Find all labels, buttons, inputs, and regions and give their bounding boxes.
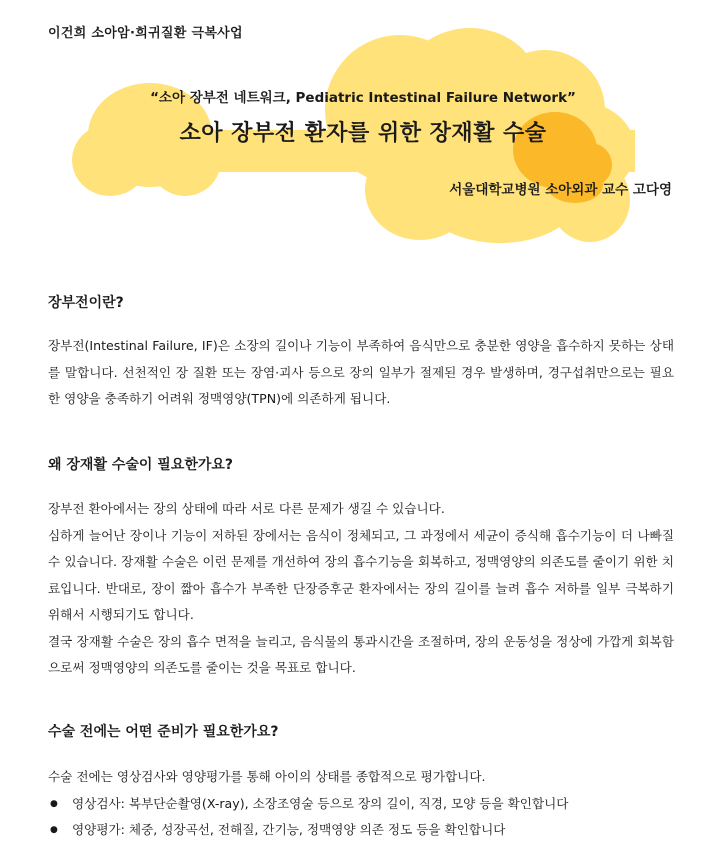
author-line: 서울대학교병원 소아외과 교수 고다영 <box>449 182 672 198</box>
section-heading: 수술 전에는 어떤 준비가 필요한가요? <box>48 724 279 740</box>
list-item <box>48 817 674 844</box>
section-preparation <box>48 721 674 844</box>
list-item <box>48 791 674 818</box>
section-why-surgery <box>48 454 674 682</box>
bullet-list <box>48 791 674 844</box>
page-title: 소아 장부전 환자를 위한 장재활 수술 <box>179 121 547 146</box>
list-item-text: 영상검사: 복부단순촬영(X-ray), 소장조영술 등으로 장의 길이, 직경, 모양 등을 확인합니다 <box>72 795 569 811</box>
section-what-is-if <box>48 292 674 413</box>
page-subtitle: “소아 장부전 네트워크, Pediatric Intestinal Failure Network” <box>150 90 576 106</box>
section-paragraph: 수술 전에는 영상검사와 영양평가를 통해 아이의 상태를 종합적으로 평가합니다. <box>48 769 486 784</box>
section-paragraph: 장부전 환아에서는 장의 상태에 따라 서로 다른 문제가 생길 수 있습니다. <box>48 501 445 516</box>
bullet-icon: ● <box>50 798 58 809</box>
section-paragraph: 심하게 늘어난 장이나 기능이 저하된 장에서는 음식이 정체되고, 그 과정에서 세균이 증식해 흡수기능이 더 나빠질 수 있습니다. 장재활 수술은 이런 문제를 개선하여 장의 흡수기능을 회복하고, 정맥영양의 의존도를 줄이기 위한 치료입니다. 반대로, 장이 짧아 흡수가 부족한 단장증후군 환자에서는 장의 길이를 늘려 흡수 저하를 일부 극복하기 위해서 시행되기도 합니다. <box>48 527 674 622</box>
section-paragraph: 결국 장재활 수술은 장의 흡수 면적을 늘리고, 음식물의 통과시간을 조절하며, 장의 운동성을 정상에 가깝게 회복함으로써 정맥영양의 의존도를 줄이는 것을 목표로 합니다. <box>48 633 674 675</box>
section-paragraph: 장부전(Intestinal Failure, IF)은 소장의 길이나 기능이 부족하여 음식만으로 충분한 영양을 흡수하지 못하는 상태를 말합니다. 선천적인 장 질환 또는 장염·괴사 등으로 장의 일부가 절제된 경우 발생하며, 경구섭취만으로는 필요한 영양을 충족하기 어려워 정맥영양(TPN)에 의존하게 됩니다. <box>48 338 674 406</box>
bullet-icon: ● <box>50 825 58 835</box>
organization-name: 이건희 소아암·희귀질환 극복사업 <box>48 26 243 41</box>
list-item-text: 영양평가: 체중, 성장곡선, 전해질, 간기능, 정맥영양 의존 정도 등을 확인합니다 <box>72 822 506 837</box>
section-heading: 장부전이란? <box>48 295 124 311</box>
section-heading: 왜 장재활 수술이 필요한가요? <box>48 457 234 473</box>
